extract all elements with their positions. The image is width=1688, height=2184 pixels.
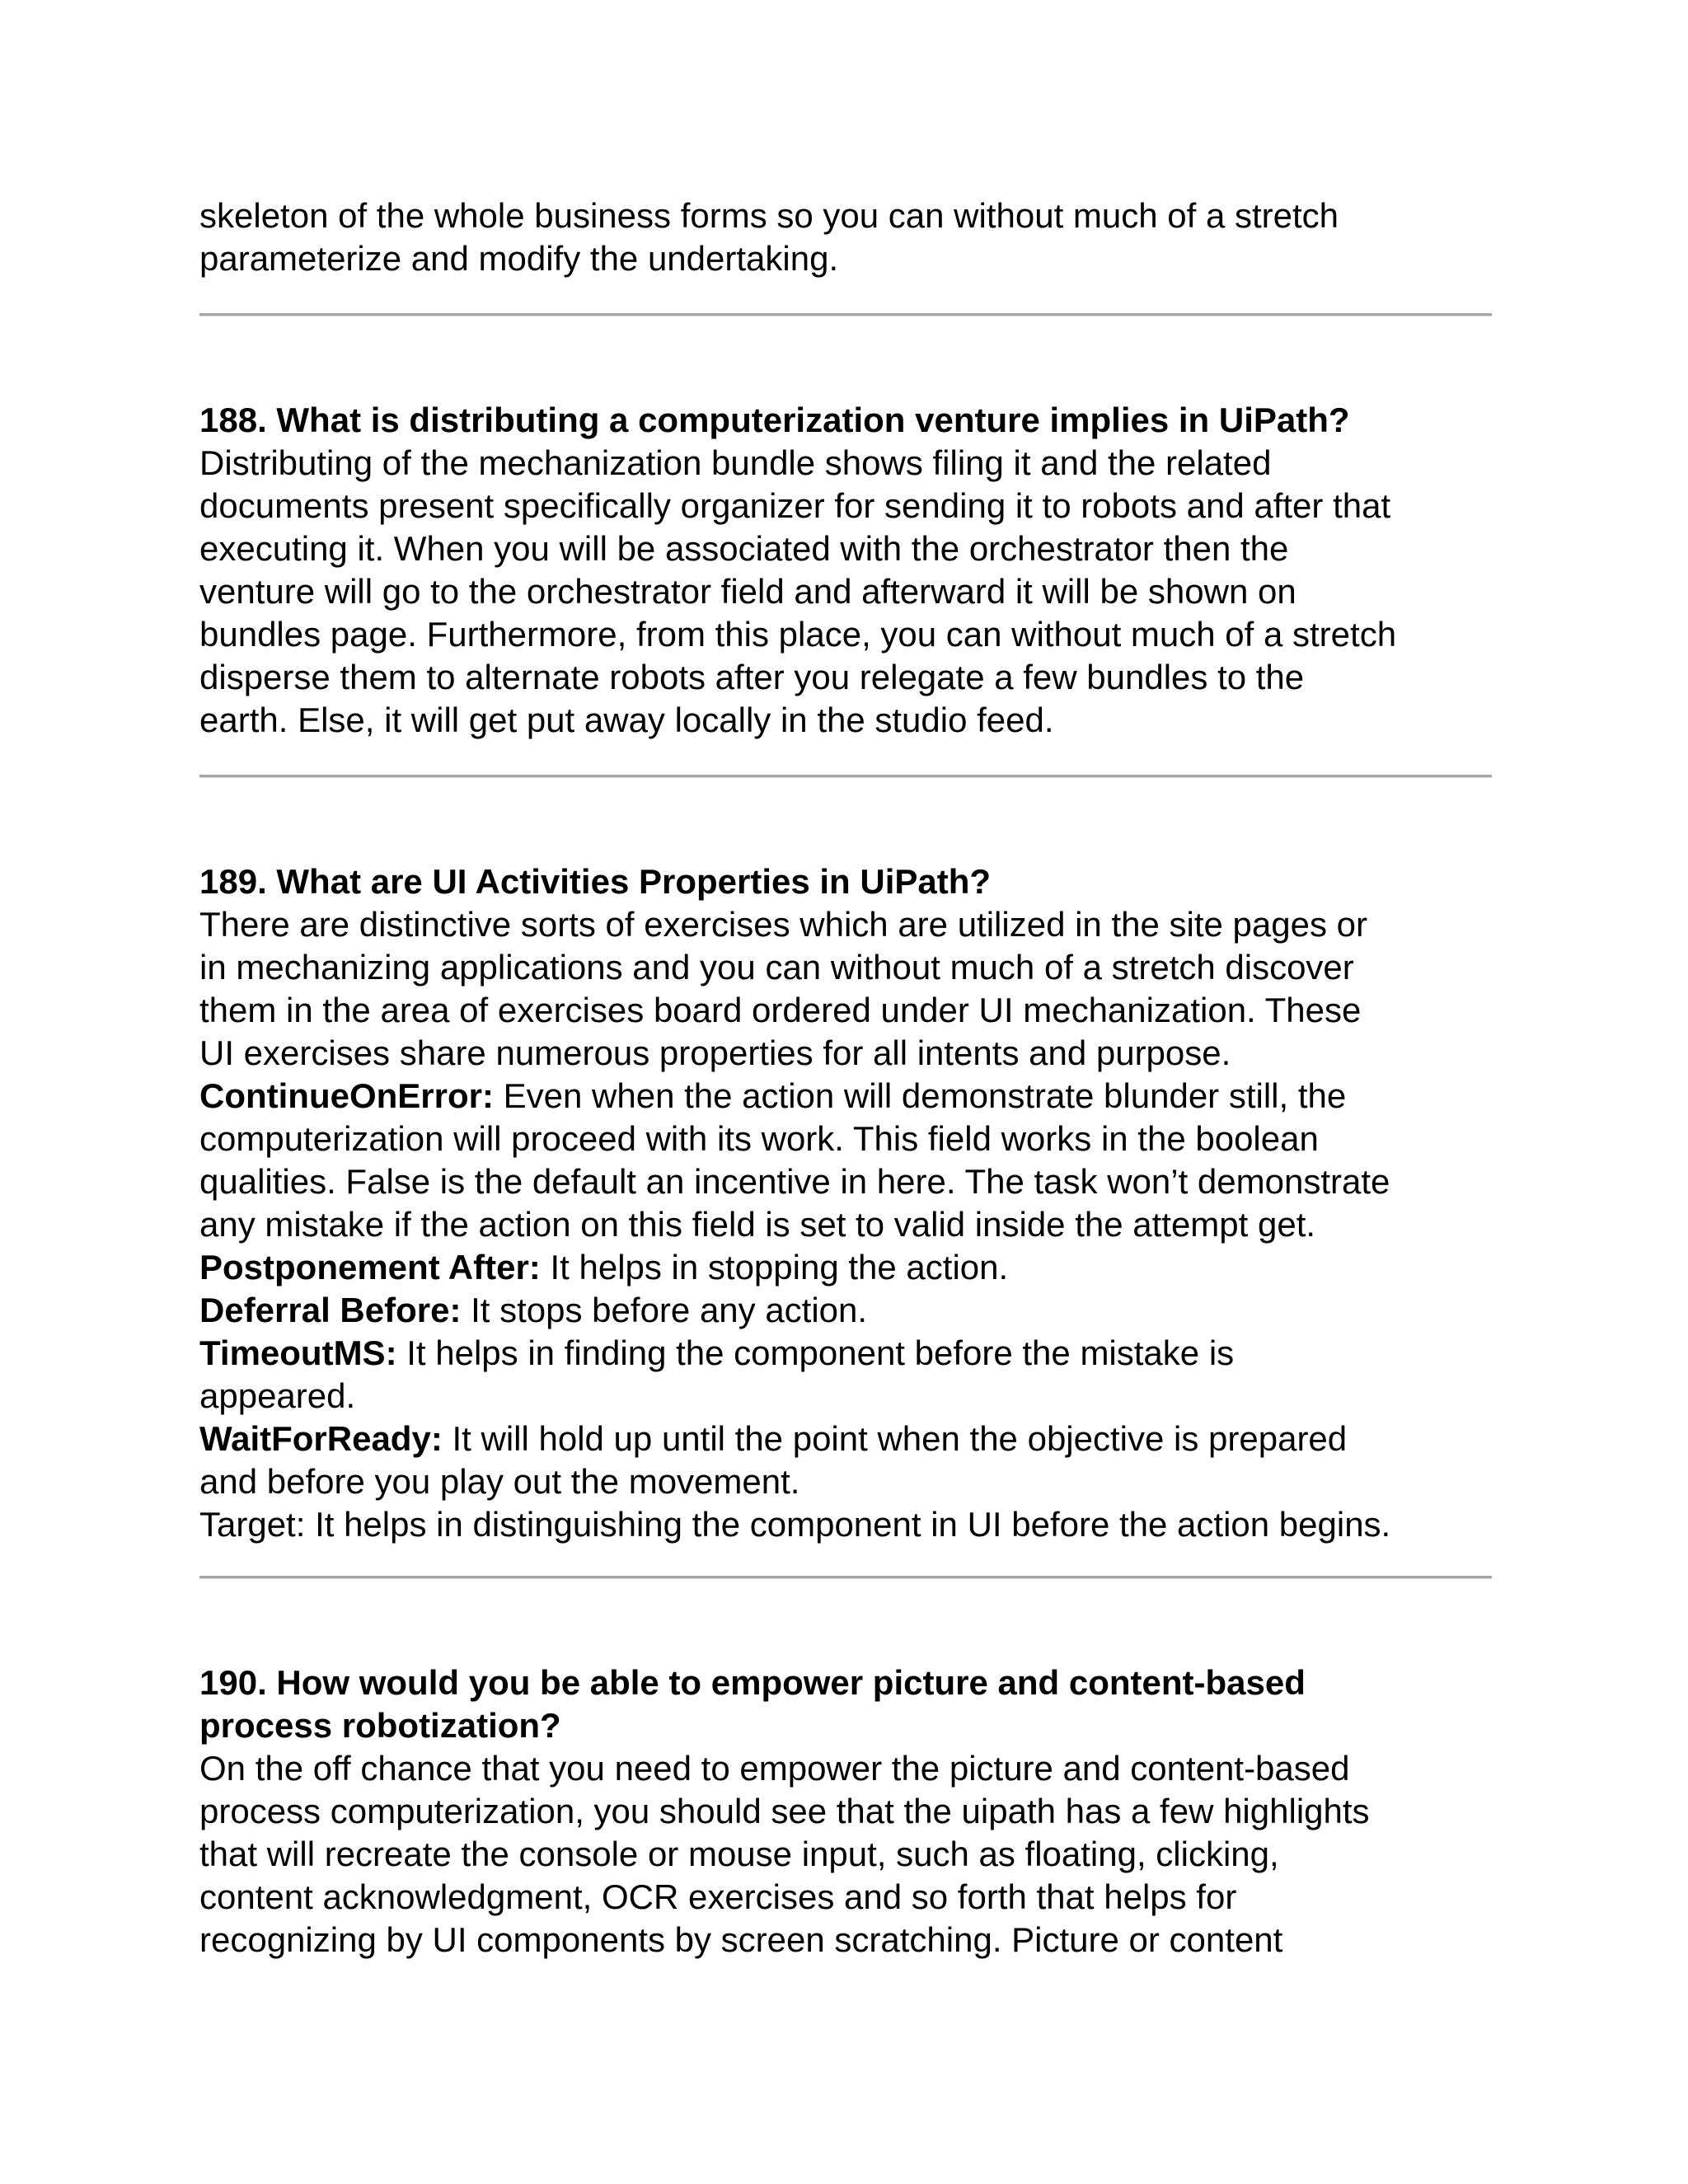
property-timeout-ms — [199, 1332, 1502, 1375]
property-description: It will hold up until the point when the objective is prepared — [442, 1419, 1348, 1458]
intro-paragraph — [199, 194, 1502, 280]
property-postponement-after — [199, 1246, 1502, 1289]
property-description: Even when the action will demonstrate blunder still, the — [493, 1076, 1347, 1115]
text-line: disperse them to alternate robots after you relegate a few bundles to the — [199, 658, 1305, 696]
text-line: process computerization, you should see that the uipath has a few highlights — [199, 1792, 1370, 1830]
question-title-continued: process robotization? — [199, 1706, 561, 1745]
property-description: It helps in finding the component before the mistake is — [396, 1333, 1235, 1372]
property-target: Target: It helps in distinguishing the component in UI before the action begins. — [199, 1505, 1391, 1544]
text-line: in mechanizing applications and you can without much of a stretch discover — [199, 948, 1354, 987]
property-term: TimeoutMS: — [199, 1333, 397, 1372]
text-line: There are distinctive sorts of exercises which are utilized in the site pages or — [199, 905, 1367, 944]
text-line: appeared. — [199, 1376, 356, 1415]
property-description: It helps in stopping the action. — [540, 1248, 1009, 1286]
text-line: them in the area of exercises board ordered under UI mechanization. These — [199, 991, 1362, 1029]
question-190 — [199, 1661, 1502, 1961]
property-wait-for-ready — [199, 1418, 1502, 1460]
text-line: Distributing of the mechanization bundle shows filing it and the related — [199, 443, 1272, 482]
text-line: UI exercises share numerous properties for all intents and purpose. — [199, 1033, 1231, 1072]
text-line: any mistake if the action on this field is set to valid inside the attempt get. — [199, 1205, 1316, 1244]
text-line: earth. Else, it will get put away locally in the studio feed. — [199, 701, 1054, 739]
text-line: and before you play out the movement. — [199, 1462, 800, 1501]
question-title: 189. What are UI Activities Properties in UiPath? — [199, 862, 992, 901]
text-line: documents present specifically organizer for sending it to robots and after that — [199, 486, 1391, 525]
question-title: 188. What is distributing a computerization venture implies in UiPath? — [199, 401, 1350, 439]
text-line: parameterize and modify the undertaking. — [199, 239, 839, 278]
text-line: venture will go to the orchestrator field and afterward it will be shown on — [199, 572, 1296, 611]
text-line: that will recreate the console or mouse input, such as floating, clicking, — [199, 1835, 1279, 1873]
property-continue-on-error — [199, 1075, 1502, 1118]
property-term: WaitForReady: — [199, 1419, 443, 1458]
property-description: It stops before any action. — [461, 1291, 868, 1329]
property-deferral-before — [199, 1289, 1502, 1332]
section-divider — [199, 775, 1492, 778]
section-divider — [199, 1576, 1492, 1579]
property-term: Postponement After: — [199, 1248, 541, 1286]
text-line: bundles page. Furthermore, from this place, you can without much of a stretch — [199, 615, 1397, 654]
text-line: skeleton of the whole business forms so you can without much of a stretch — [199, 196, 1339, 235]
question-title: 190. How would you be able to empower picture and content-based — [199, 1663, 1306, 1702]
property-term: ContinueOnError: — [199, 1076, 494, 1115]
text-line: On the off chance that you need to empower the picture and content-based — [199, 1749, 1350, 1788]
property-term: Deferral Before: — [199, 1291, 462, 1329]
section-divider — [199, 313, 1492, 316]
text-line: computerization will proceed with its work. This field works in the boolean — [199, 1119, 1319, 1158]
question-189 — [199, 860, 1502, 1546]
text-line: executing it. When you will be associated with the orchestrator then the — [199, 529, 1289, 568]
question-188 — [199, 399, 1502, 742]
text-line: qualities. False is the default an incentive in here. The task won’t demonstrate — [199, 1162, 1390, 1201]
text-line: recognizing by UI components by screen scratching. Picture or content — [199, 1920, 1283, 1959]
text-line: content acknowledgment, OCR exercises and so forth that helps for — [199, 1877, 1237, 1916]
